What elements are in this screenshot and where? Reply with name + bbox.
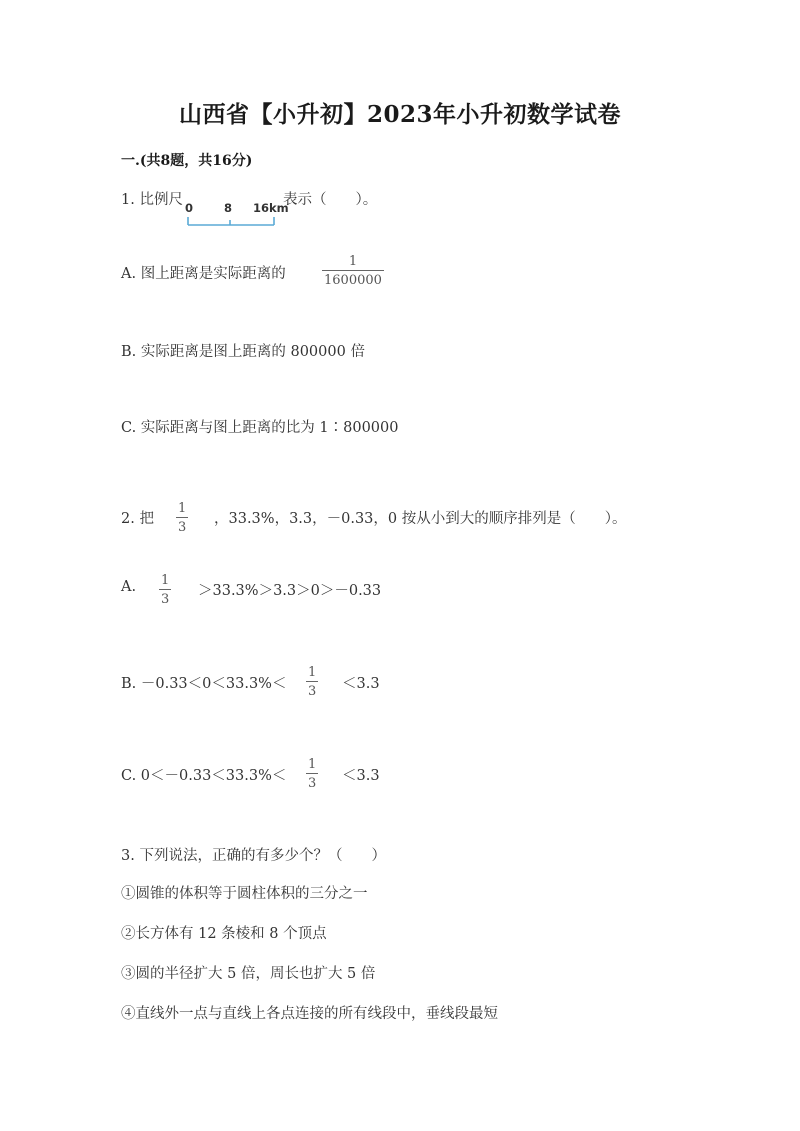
question-1-prefix: 1. 比例尺 bbox=[121, 192, 183, 208]
fraction-numerator: 1 bbox=[308, 665, 317, 680]
fraction-denominator: 3 bbox=[308, 684, 317, 699]
q1-option-b[interactable]: B. 实际距离是图上距离的 800000 倍 bbox=[121, 344, 365, 360]
q2-option-b-left[interactable]: B. －0.33＜0＜33.3%＜ bbox=[121, 676, 287, 692]
fraction-numerator: 1 bbox=[348, 254, 358, 269]
q3-statement-4: ④直线外一点与直线上各点连接的所有线段中，垂线段最短 bbox=[121, 1006, 498, 1022]
page-title: 山西省【小升初】2023年小升初数学试卷 bbox=[178, 101, 621, 128]
q2-option-c-right[interactable]: ＜3.3 bbox=[342, 768, 380, 784]
q1-option-a-fraction bbox=[322, 255, 384, 287]
q2-option-b-right[interactable]: ＜3.3 bbox=[342, 676, 380, 692]
fraction-denominator: 3 bbox=[178, 520, 187, 535]
scale-label-16km: 16km bbox=[253, 201, 289, 215]
question-1-suffix: 表示（ ）。 bbox=[283, 192, 378, 208]
scale-label-0: 0 bbox=[185, 201, 194, 215]
question-2-prefix: 2. 把 bbox=[121, 511, 154, 527]
q2-option-a-text[interactable]: ＞33.3%＞3.3＞0＞－0.33 bbox=[198, 583, 382, 599]
section-heading: 一.(共8题，共16分) bbox=[121, 153, 253, 169]
q2-option-c-left[interactable]: C. 0＜－0.33＜33.3%＜ bbox=[121, 768, 287, 784]
fraction-denominator: 1600000 bbox=[324, 273, 382, 288]
question-2-suffix: ，33.3%，3.3，－0.33，0 按从小到大的顺序排列是（ ）。 bbox=[214, 511, 627, 527]
fraction-denominator: 3 bbox=[161, 592, 170, 607]
q2-option-a-label[interactable]: A. bbox=[121, 579, 137, 595]
question-3-stem: 3. 下列说法，正确的有多少个？（ ） bbox=[121, 848, 386, 864]
q3-statement-3: ③圆的半径扩大 5 倍，周长也扩大 5 倍 bbox=[121, 966, 376, 982]
fraction-numerator: 1 bbox=[161, 573, 170, 588]
q1-option-a[interactable]: A. 图上距离是实际距离的 bbox=[121, 266, 286, 282]
q3-statement-2: ②长方体有 12 条棱和 8 个顶点 bbox=[121, 926, 327, 942]
q1-option-c[interactable]: C. 实际距离与图上距离的比为 1∶800000 bbox=[121, 420, 399, 436]
q2-option-c-fraction bbox=[306, 758, 318, 790]
fraction-numerator: 1 bbox=[178, 501, 187, 516]
q2-option-a-fraction bbox=[159, 574, 171, 606]
scale-bar-line bbox=[187, 215, 287, 229]
scale-label-8: 8 bbox=[224, 201, 233, 215]
fraction-numerator: 1 bbox=[308, 757, 317, 772]
q3-statement-1: ①圆锥的体积等于圆柱体积的三分之一 bbox=[121, 886, 368, 902]
fraction-denominator: 3 bbox=[308, 776, 317, 791]
q2-option-b-fraction bbox=[306, 666, 318, 698]
question-2-fraction bbox=[176, 502, 188, 534]
